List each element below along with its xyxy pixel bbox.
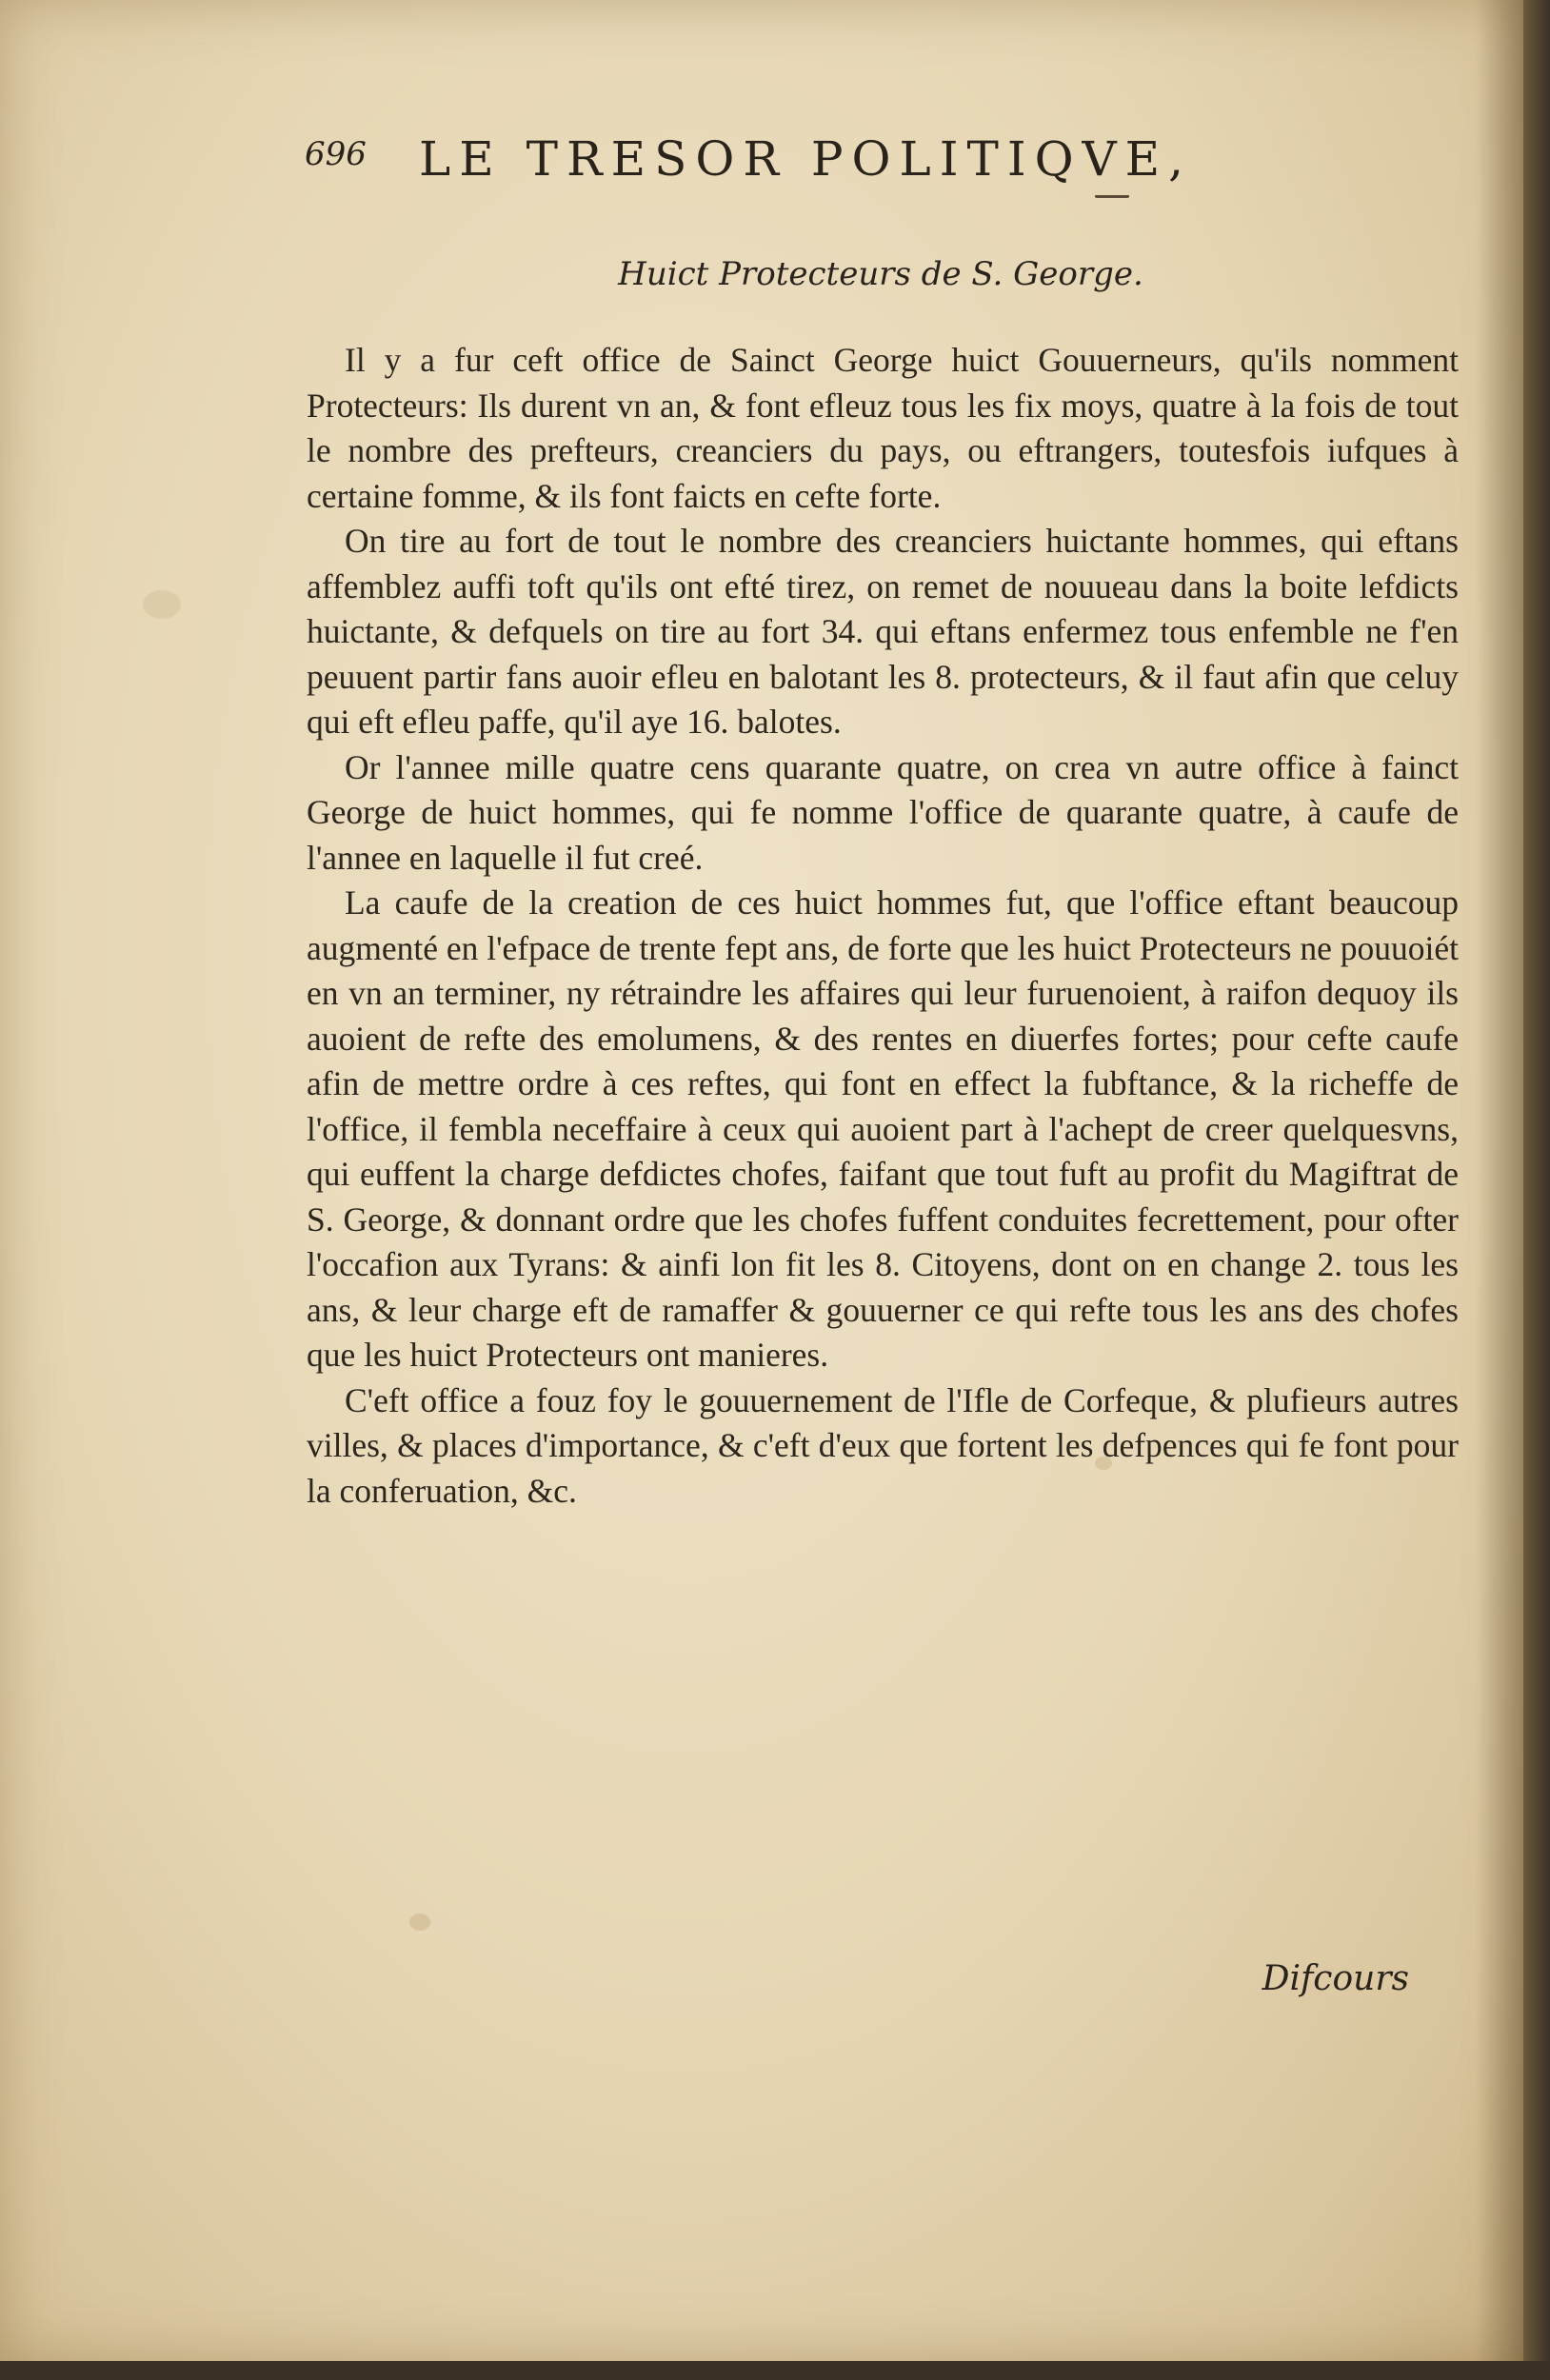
page-number: 696 <box>305 135 367 173</box>
section-title: Huict Protecteurs de S. George. <box>618 255 1143 293</box>
paragraph: Or l'annee mille quatre cens quarante quatre, on crea vn autre office à fainct George de huict hommes, qui fe nomme l'office de quarante quatre, à caufe de l'annee en laquelle il fut creé. <box>307 747 1459 877</box>
catchword: Difcours <box>1262 1959 1409 1998</box>
paragraph: Il y a fur ceft office de Sainct George huict Gouuerneurs, qu'ils nomment Protecteurs: Ils durent vn an, & font efleuz tous les fix moys, quatre à la fois de tout le nombre des prefteurs, creanciers du pays, ou eftrangers, toutesfois iufques à certaine fomme, & ils font faicts en cefte forte. <box>307 341 1459 515</box>
paper-stain <box>143 590 181 619</box>
page-gutter-shadow <box>1476 0 1523 2361</box>
paragraph: La caufe de la creation de ces huict hommes fut, que l'office eftant beaucoup augmenté en l'efpace de trente fept ans, de forte que les huict Protecteurs ne pouuoiét en vn an terminer, ny rétraindre les affaires qui leur furuenoient, à raifon dequoy ils auoient de refte des emolumens, & des rentes en diuerfes fortes; pour cefte caufe afin de mettre ordre à ces reftes, qui font en effect la fubftance, & la richeffe de l'office, il fembla neceffaire à ceux qui auoient part à l'achept de creer quelquesvns, qui euffent la charge defdictes chofes, faifant que tout fuft au profit du Magiftrat de S. George, & donnant ordre que les chofes fuffent conduites fecrettement, pour ofter l'occafion aux Tyrans: & ainfi lon fit les 8. Citoyens, dont on en change 2. tous les ans, & leur charge eft de ramaffer & gouuerner ce qui refte tous les ans des chofes que les huict Protecteurs ont manieres. <box>307 883 1459 1374</box>
running-title: LE TRESOR POLITIQVE, <box>419 131 1193 187</box>
book-edge <box>1523 0 1550 2380</box>
paper-stain <box>409 1914 430 1931</box>
printer-mark <box>1095 186 1129 198</box>
paragraph: On tire au fort de tout le nombre des creanciers huictante hommes, qui eftans affemblez auffi toft qu'ils ont efté tirez, on remet de nouueau dans la boite lefdicts huictante, & defquels on tire au fort 34. qui eftans enfermez tous enfemble ne f'en peuuent partir fans auoir efleu en balotant les 8. protecteurs, & il faut afin que celuy qui eft efleu paffe, qu'il aye 16. balotes. <box>307 522 1459 741</box>
page-header <box>305 131 1381 188</box>
scan-border <box>0 2361 1550 2380</box>
body-text <box>307 338 1459 1514</box>
paragraph: C'eft office a fouz foy le gouuernement de l'Ifle de Corfeque, & plufieurs autres villes, & places d'importance, & c'eft d'eux que fortent les defpences qui fe font pour la conferuation, &c. <box>307 1380 1459 1510</box>
